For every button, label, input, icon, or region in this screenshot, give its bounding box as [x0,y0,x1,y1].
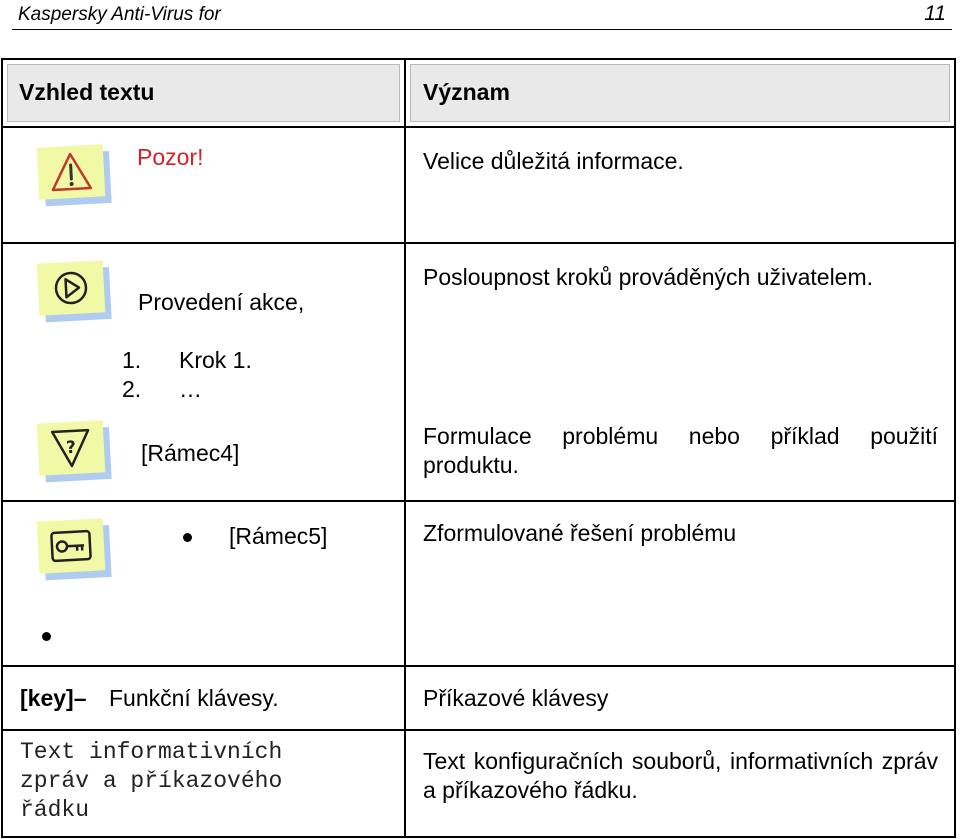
problem-label: [Rámec4] [141,440,240,466]
warning-icon [37,144,106,199]
play-circle-icon [37,260,106,315]
column-header-meaning: Význam [405,59,955,127]
solution-meaning: Zformulované řešení problému [423,520,737,546]
table-row [2,127,955,243]
console-text-sample: Text informativních zpráv a příkazového řádku [20,739,283,823]
warning-meaning: Velice důležitá informace. [423,148,684,174]
page-number: 11 [924,2,946,25]
page-header-title: Kaspersky Anti-Virus for [18,4,221,25]
bullet [42,632,51,641]
appearance-cell [2,501,405,666]
meaning-cell [405,666,955,730]
column-header-appearance: Vzhled textu [2,59,405,127]
question-triangle-icon [37,420,106,475]
meaning-cell [405,501,955,666]
console-meaning: Text konfiguračních souborů, informativních zpráv a příkazového řádku. [423,748,938,803]
step-number: 2. [122,376,142,402]
key-icon [37,518,106,573]
appearance-cell [2,127,405,243]
table-header-row [2,59,955,127]
warning-label: Pozor! [137,144,204,170]
step-number: 1. [122,347,142,373]
svg-text:?: ? [65,437,77,459]
keys-meaning: Příkazové klávesy [423,685,609,711]
bullet [183,533,192,542]
table-row [2,501,955,666]
step-text: Krok 1. [179,347,252,373]
table-row [2,243,955,501]
appearance-cell [2,243,405,501]
action-label: Provedení akce, [138,289,305,315]
meaning-cell [405,730,955,837]
key-tag: [key]– [20,685,87,711]
solution-label: [Rámec5] [229,523,328,549]
appearance-cell [2,666,405,730]
table-row [2,730,955,837]
keys-label: Funkční klávesy. [109,685,279,711]
conventions-table [1,58,956,838]
action-meaning: Posloupnost kroků prováděných uživatelem. [423,264,874,290]
meaning-cell [405,243,955,501]
problem-meaning: Formulace problému nebo příklad použití produktu. [423,423,938,478]
table-row [2,666,955,730]
step-text: … [179,376,202,402]
appearance-cell [2,730,405,837]
header-rule [12,29,952,30]
meaning-cell [405,127,955,243]
